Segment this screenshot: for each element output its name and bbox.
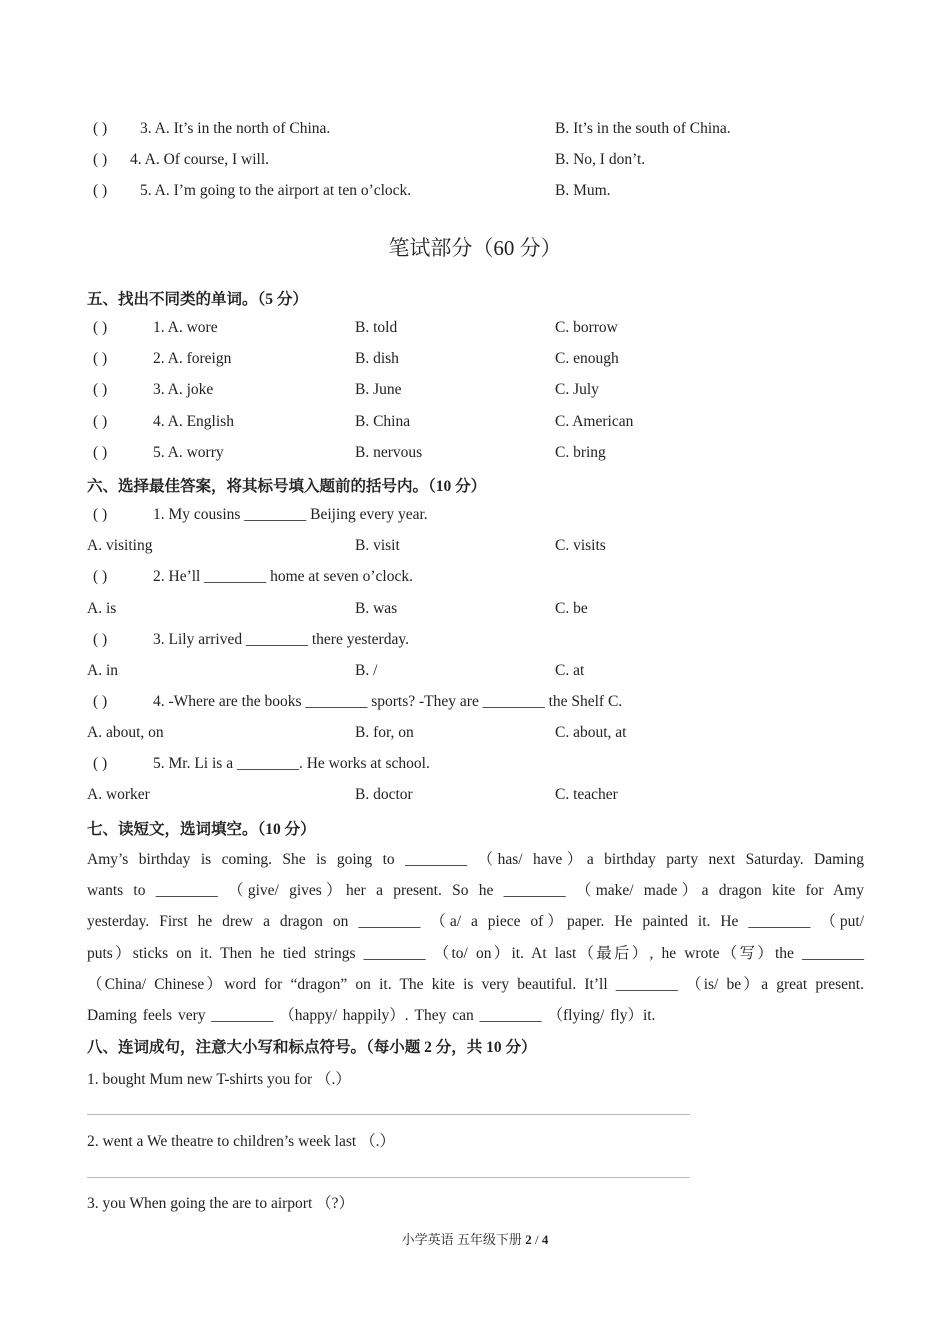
answer-paren[interactable]: ( )	[93, 151, 108, 168]
section6-options	[0, 724, 950, 748]
section5-item	[0, 381, 950, 405]
section6-options	[0, 662, 950, 686]
passage-line: yesterday. First he drew a dragon on ________ （a/ a piece of）paper. He painted it. He ________ （put/	[87, 913, 864, 931]
question-stem: 5. A. I’m going to the airport at ten o’clock.	[140, 182, 412, 199]
answer-paren[interactable]: ( )	[93, 692, 108, 710]
answer-paren[interactable]: ( )	[93, 182, 108, 199]
option-a: 5. A. worry	[153, 443, 224, 461]
option-a[interactable]: A. visiting	[87, 537, 153, 555]
passage-line: Daming feels very ________ （happy/ happily）. They can ________ （flying/ fly）it.	[87, 1006, 656, 1024]
answer-paren[interactable]: ( )	[93, 506, 108, 523]
option-a: 3. A. joke	[153, 381, 214, 399]
option-c: C. American	[555, 412, 634, 430]
answer-line[interactable]	[87, 1177, 690, 1178]
footer-total-pages: 4	[541, 1232, 549, 1247]
reorder-item-3: 3. you When going the are to airport （?）	[87, 1195, 355, 1212]
section6-question	[0, 568, 950, 592]
footer-separator: /	[531, 1232, 542, 1247]
answer-paren[interactable]: ( )	[93, 350, 108, 368]
answer-paren[interactable]: ( )	[93, 443, 108, 461]
written-part-title: 笔试部分（60 分）	[388, 236, 562, 260]
section5-item	[0, 444, 950, 468]
option-b: B. No, I don’t.	[555, 151, 646, 168]
option-b[interactable]: B. for, on	[355, 724, 414, 742]
option-b[interactable]: B. visit	[355, 537, 400, 555]
option-c[interactable]: C. about, at	[555, 724, 627, 742]
answer-paren[interactable]: ( )	[93, 412, 108, 430]
option-b: B. dish	[355, 350, 399, 368]
option-a[interactable]: A. worker	[87, 786, 150, 804]
answer-line[interactable]	[87, 1114, 690, 1115]
option-b: B. told	[355, 319, 398, 336]
section5-item	[0, 413, 950, 437]
option-a[interactable]: A. about, on	[87, 724, 164, 742]
option-a: 2. A. foreign	[153, 350, 232, 368]
question-stem: 4. -Where are the books ________ sports? -They are ________ the Shelf C.	[153, 692, 623, 710]
option-c: C. enough	[555, 350, 619, 368]
option-b: B. Mum.	[555, 182, 611, 199]
answer-paren[interactable]: ( )	[93, 319, 108, 336]
section6-heading: 六、选择最佳答案，将其标号填入题前的括号内。（10 分）	[87, 478, 487, 495]
option-a[interactable]: A. in	[87, 661, 118, 679]
answer-paren[interactable]: ( )	[93, 381, 108, 399]
option-c[interactable]: C. teacher	[555, 786, 618, 804]
cloze-passage	[87, 844, 864, 1031]
answer-paren[interactable]: ( )	[93, 120, 108, 137]
option-b: B. June	[355, 381, 402, 399]
option-a: 1. A. wore	[153, 319, 218, 336]
option-c[interactable]: C. at	[555, 661, 585, 679]
section6-question	[0, 506, 950, 530]
passage-line: puts）sticks on it. Then he tied strings ________ （to/ on）it. At last（最后）, he wrote（写）the ________	[87, 944, 864, 962]
section6-options	[0, 537, 950, 561]
option-c: C. July	[555, 381, 599, 399]
section8-heading: 八、连词成句，注意大小写和标点符号。（每小题 2 分，共 10 分）	[87, 1039, 537, 1056]
option-b[interactable]: B. doctor	[355, 786, 413, 804]
section5-item	[0, 350, 950, 374]
option-a[interactable]: A. is	[87, 599, 117, 617]
section7-heading: 七、读短文，选词填空。（10 分）	[87, 821, 316, 838]
option-c[interactable]: C. be	[555, 599, 588, 617]
footer-page-number: 2	[525, 1232, 532, 1247]
option-c: C. bring	[555, 443, 606, 461]
question-stem: 3. Lily arrived ________ there yesterday.	[153, 630, 409, 648]
option-b[interactable]: B. /	[355, 661, 378, 679]
reorder-item-1: 1. bought Mum new T-shirts you for （.）	[87, 1071, 351, 1088]
answer-paren[interactable]: ( )	[93, 755, 108, 773]
section5-heading: 五、找出不同类的单词。（5 分）	[87, 291, 308, 308]
section6-options	[0, 786, 950, 810]
option-b: B. nervous	[355, 443, 423, 461]
option-a: 4. A. English	[153, 412, 234, 430]
footer-text: 小学英语 五年级下册	[401, 1232, 526, 1247]
option-b: B. It’s in the south of China.	[555, 120, 731, 137]
page-footer	[0, 1229, 950, 1248]
option-c: C. borrow	[555, 319, 618, 336]
answer-paren[interactable]: ( )	[93, 568, 108, 586]
section6-question	[0, 755, 950, 779]
section6-question	[0, 631, 950, 655]
option-b: B. China	[355, 412, 411, 430]
section6-options	[0, 600, 950, 624]
answer-paren[interactable]: ( )	[93, 630, 108, 648]
question-stem: 4. A. Of course, I will.	[130, 151, 270, 168]
passage-line: wants to ________ （give/ gives）her a present. So he ________ （make/ made）a dragon kite for Amy	[87, 882, 864, 900]
question-stem: 3. A. It’s in the north of China.	[140, 120, 331, 137]
listening-item-4	[0, 151, 950, 175]
question-stem: 5. Mr. Li is a ________. He works at school.	[153, 755, 430, 773]
question-stem: 1. My cousins ________ Beijing every year.	[153, 506, 428, 523]
reorder-item-2: 2. went a We theatre to children’s week last （.）	[87, 1133, 395, 1150]
passage-line: Amy’s birthday is coming. She is going to ________ （has/ have）a birthday party next Saturday. Daming	[87, 851, 864, 868]
section6-question	[0, 693, 950, 717]
option-b[interactable]: B. was	[355, 599, 398, 617]
listening-item-3	[0, 120, 950, 144]
option-c[interactable]: C. visits	[555, 537, 606, 555]
question-stem: 2. He’ll ________ home at seven o’clock.	[153, 568, 413, 586]
section5-item	[0, 319, 950, 343]
listening-item-5	[0, 182, 950, 206]
passage-line: （China/ Chinese）word for “dragon” on it. The kite is very beautiful. It’ll ________ （is/ be）a great present.	[87, 975, 864, 993]
